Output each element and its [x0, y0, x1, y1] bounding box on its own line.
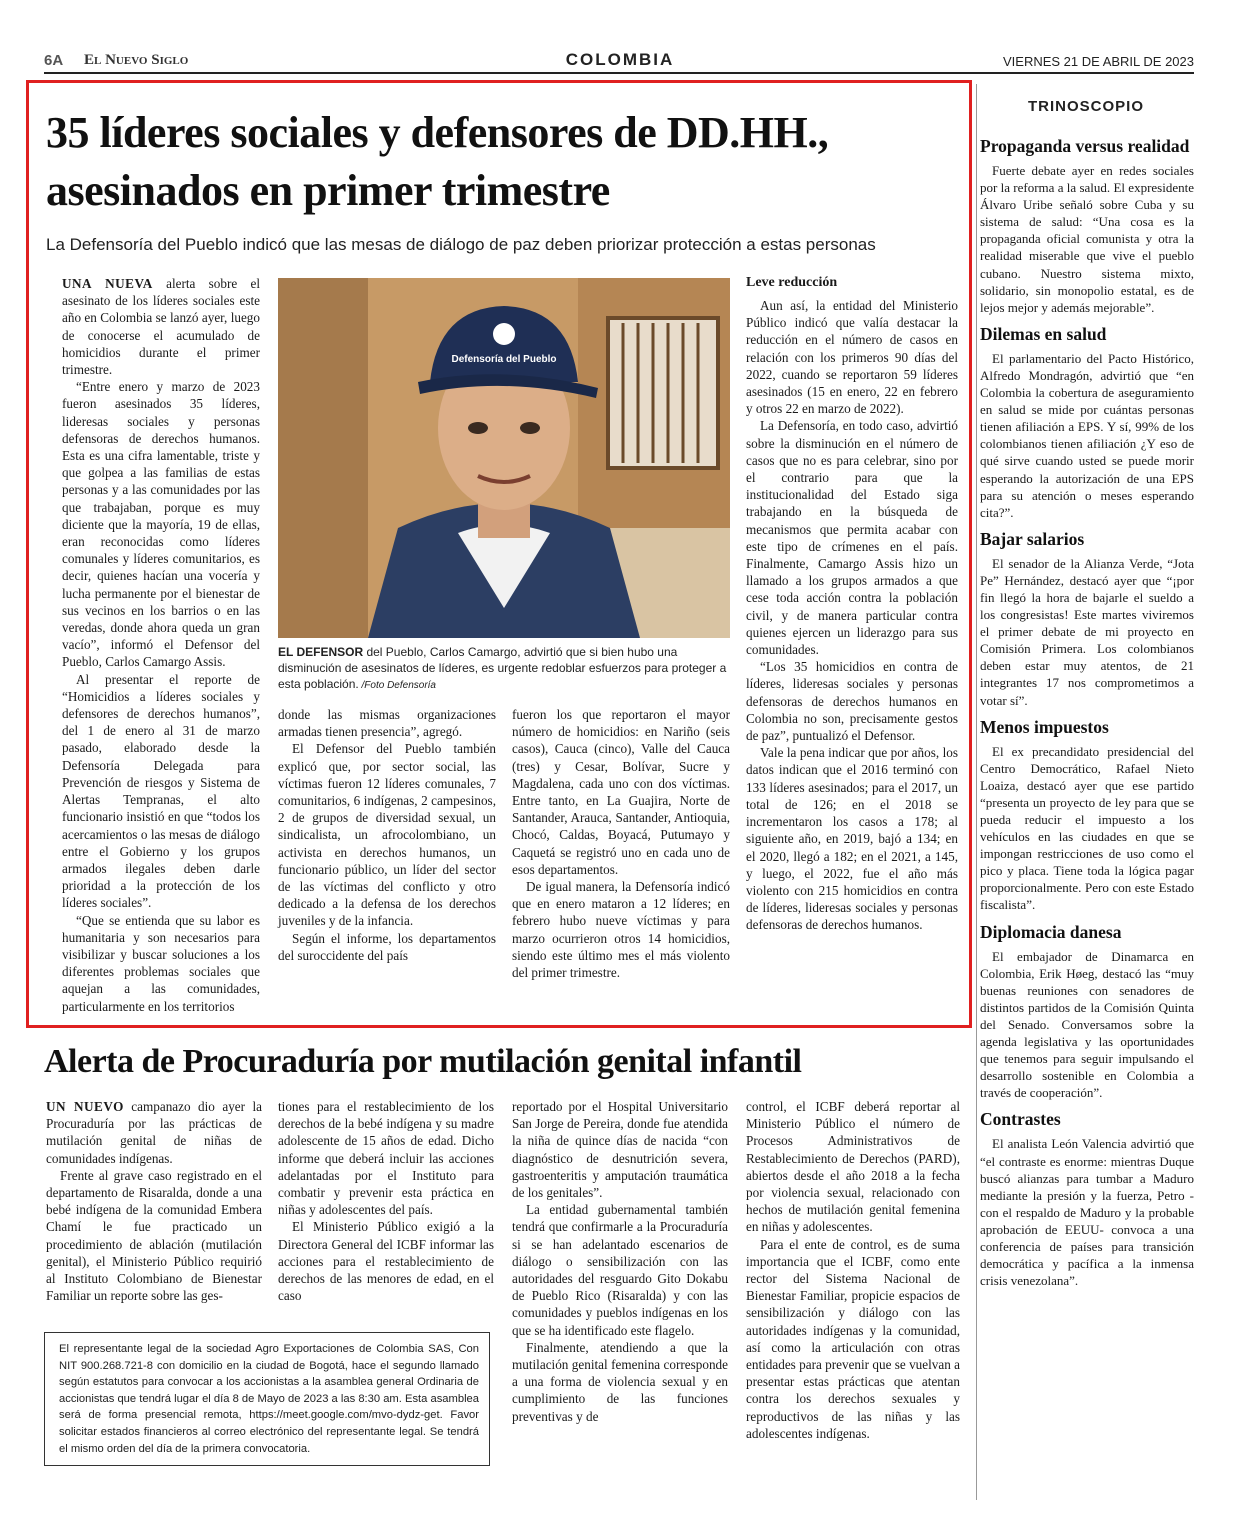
legal-notice: El representante legal de la sociedad Agro Exportaciones de Colombia SAS, Con NIT 900.268.721-8 con domicilio en la ciudad de Bogotá, hace el segundo llamado según estatutos para convocar a los accionistas a la asamblea general Ordinaria de accionistas que tendrá lugar el día 8 de Mayo de 2023 a las 8:30 am. Esta asamblea será de forma presencial remota, https://meet.google.com/mvo-dydz-get. Favor solicitar estados financieros al correo electrónico del representante legal. Se tendrá el mismo orden del día de la primera convocatoria. [44, 1332, 490, 1466]
second-paragraph: La entidad gubernamental también tendrá que confirmarle a la Procuraduría si se han adelantado escenarios de diálogo o sensibilización con las autoridades del resguardo Gito Dokabu de Pueblo Rico (Risaralda) y con las comunidades y pueblos indígenas en los que se ha identificado este flagelo. [512, 1202, 728, 1338]
main-headline: 35 líderes sociales y defensores de DD.HH., asesinados en primer trimestre [46, 108, 829, 215]
second-paragraph: Para el ente de control, es de suma importancia que el ICBF, como ente rector del Sistema Nacional de Bienestar Familiar, propicie espacios de sensibilización y diálogo con las autoridades indígenas y la comunidad, así como la articulación con otras entidades para prevenir que se vuelvan a presentar estas prácticas que atentan contra los derechos sexuales y reproductivos de las niñas y las adolescentes indígenas. [746, 1236, 960, 1441]
defensor-photo [278, 278, 730, 638]
sidebar-item-body: El senador de la Alianza Verde, “Jota Pe” Hernández, destacó ayer que “¡por fin llegó la hora de bajarle el sueldo a los congresistas! Este martes viviremos el primer debate de mi proyecto en Comisión Primera. Los colombianos deben estar muy atentos, de 21 integrantes 17 nos comprometimos a votar sí”. [980, 555, 1194, 708]
lead-words: UNA NUEVA [62, 276, 153, 291]
main-column-4 [746, 275, 958, 934]
caption-text: del Pueblo, Carlos Camargo, advirtió que si bien hubo una disminución de asesinatos de líderes, es urgente redoblar esfuerzos para proteger a esta población. [278, 645, 727, 691]
main-paragraph: “Entre enero y marzo de 2023 fueron asesinados 35 líderes, lideresas sociales y personas defensoras de derechos humanos. Esta es una cifra lamentable, triste y que golpea a las familias de estas personas y a las comunidades por las que trabajaban, porque es muy diciente que la mayoría, 19 de ellas, eran reconocidas como líderes comunales y líderes comunitarios, es decir, quienes hacían una vocería y lucha permanente por el bienestar de sus vecinos en los barrios o en las veredas, donde ahora queda un gran vacío”, informó el Defensor del Pueblo, Carlos Camargo Assis. [62, 379, 260, 670]
main-paragraph: Aun así, la entidad del Ministerio Público indicó que valía destacar la reducción en el número de casos en relación con los primeros 90 días del 2022, cuando se reportaron 59 líderes asesinados (15 en enero, 22 en febrero y otros 22 en marzo de 2022). [746, 298, 958, 417]
sidebar-divider [976, 84, 977, 1500]
second-column-1 [46, 1098, 262, 1304]
second-paragraph: Finalmente, atendiendo a que la mutilación genital femenina corresponde a una forma de violencia sexual y en cumplimiento de las funciones preventivas y de [512, 1339, 728, 1424]
main-paragraph: Al presentar el reporte de “Homicidios a líderes sociales y defensores de derechos humanos”, del 1 de enero al 31 de marzo pasado, elaborado desde la Defensoría Delegada para Prevención de riesgos y Sistema de Alertas Tempranas, el alto funcionario insistió en que “todos los acercamientos o las mesas de diálogo entre el Gobierno y los grupos armados ilegales deben darle prioridad a la protección de los líderes sociales”. [62, 671, 260, 911]
sidebar-item-body: Fuerte debate ayer en redes sociales por la reforma a la salud. El expresidente Álvaro Uribe señaló sobre Cuba y su sistema de salud: “Una cosa es la propaganda oficial comunista y otra la realidad miserable que vive el pueblo cubano. Nuestro sistema mixto, solidario, sin monopolio estatal, es de lejos mejor y además mejorable”. [980, 163, 1194, 315]
sidebar-item-body: El parlamentario del Pacto Histórico, Alfredo Mondragón, advirtió que “en Colombia la cobertura de aseguramiento en salud se mide por cuántas personas tienen afiliación a EPS. Y sí, 99% de los colombianos tienen afiliación ¿Y eso de qué sirve cuando usted se puede morir esperando la autorización de una EPS para su atención o meses esperando cita?”. [980, 350, 1194, 520]
sidebar-item-body: El ex precandidato presidencial del Centro Democrático, Rafael Nieto Loaiza, destacó ayer que ese partido “presenta un proyecto de ley para que se pueda reducir el impuesto a los vehículos en las ciudades en que se impongan restricciones de uso como el pico y placa. Tiene toda la lógica pagar proporcionalmente. Pero con este Estado fiscalista”. [980, 743, 1194, 913]
main-paragraph: El Defensor del Pueblo también explicó que, por sector social, las víctimas fueron 12 líderes comunales, 7 comunitarios, 6 indígenas, 2 campesinos, 2 de grupos de diversidad sexual, un sindicalista, un afrocolombiano, un activista en derechos humanos, un funcionario público, un líder del sector de las víctimas del conflicto y otro dedicado a la defensa de los derechos juveniles y de la infancia. [278, 741, 496, 929]
page-number: 6A [44, 52, 64, 69]
main-column-3 [512, 706, 730, 981]
trinoscopio-sidebar [980, 134, 1194, 1295]
second-paragraph: El Ministerio Público exigió a la Directora General del ICBF informar las acciones para el restablecimiento de derechos de las menores de edad, en el caso [278, 1219, 494, 1304]
subheading-leve-reduccion: Leve reducción [746, 275, 838, 290]
sidebar-item-heading: Contrastes [980, 1109, 1061, 1130]
sidebar-item-heading: Bajar salarios [980, 528, 1085, 549]
newspaper-name: El Nuevo Siglo [84, 52, 189, 68]
main-paragraph: Vale la pena indicar que por años, los datos indican que el 2016 terminó con 133 líderes asesinados; para el 2017, un total de 126; en el 2018 se incrementaron los casos a 178; al siguiente año, en 2019, bajó a 134; en el 2020, llegó a 182; en el 2021, a 145, y luego, el 2022, fue el año más violento con 215 homicidios en contra de líderes, lideresas sociales y personas defensoras de derechos humanos. [746, 745, 958, 933]
photo-caption [278, 644, 730, 694]
sidebar-title: TRINOSCOPIO [1027, 98, 1144, 115]
header-rule [44, 72, 1194, 74]
main-column-1 [62, 275, 260, 1015]
second-headline: Alerta de Procuraduría por mutilación genital infantil [44, 1043, 802, 1080]
caption-lead: EL DEFENSOR [278, 645, 364, 659]
issue-date: VIERNES 21 DE ABRIL DE 2023 [1002, 54, 1194, 69]
main-paragraph: fueron los que reportaron el mayor número de homicidios: en Nariño (seis casos), Cauca (cinco), Valle del Cauca (tres) y Cesar, Bolívar, Sucre y Magdalena, cada uno con dos víctimas. Entre tanto, en La Guajira, Norte de Santander, Arauca, Santander, Antioquia, Chocó, Caldas, Boyacá, Putumayo y Caquetá se registró uno en cada uno de esos departamentos. [512, 707, 730, 877]
second-paragraph: UN NUEVO campanazo dio ayer la Procuraduría por las prácticas de mutilación genital de niñas de comunidades indígenas. [46, 1099, 262, 1166]
sidebar-item-body: El embajador de Dinamarca en Colombia, Erik Høeg, destacó las “muy buenas reuniones con senadores de distintos partidos de la Comisión Quinta del Senado. Conversamos sobre la agenda legislativa y las oportunidades que tenemos para seguir impulsando el desarrollo sostenible en Colombia a través de cooperación”. [980, 948, 1194, 1101]
sidebar-item-heading: Propaganda versus realidad [980, 136, 1190, 156]
main-paragraph: La Defensoría, en todo caso, advirtió sobre la disminución en el número de casos que no es para celebrar, sino por el contrario para que la institucionalidad del Estado siga trabajando en la búsqueda de mecanismos que permita acabar con este tipo de crímenes en el país. Finalmente, Camargo Assis hizo un llamado a los grupos armados a que cese toda acción contra la población civil, y de manera particular contra quienes ejercen un liderazgo para sus comunidades. [746, 418, 958, 658]
main-paragraph: “Que se entienda que su labor es humanitaria y son necesarios para visibilizar y buscar soluciones a los diferentes problemas sociales que aquejan a las comunidades, particularmente en los territorios [62, 912, 260, 1014]
cap-logo-text: Defensoría del Pueblo [451, 354, 557, 365]
sidebar-item-heading: Dilemas en salud [980, 323, 1107, 344]
sidebar-item-heading: Diplomacia danesa [980, 921, 1122, 942]
main-column-4-body [746, 297, 958, 934]
second-paragraph: reportado por el Hospital Universitario San Jorge de Pereira, donde fue atendida la niña de quince días de nacida “con diagnóstico de desnutrición severa, gastroenteritis y amputación traumática de los genitales”. [512, 1099, 728, 1201]
main-paragraph: De igual manera, la Defensoría indicó que en enero mataron a 12 líderes; en febrero hubo nueve víctimas y para marzo ocurrieron otros 14 homicidios, siendo este último mes el más violento del primer trimestre. [512, 879, 730, 981]
main-subhead: La Defensoría del Pueblo indicó que las mesas de diálogo de paz deben priorizar protección a estas personas [46, 235, 876, 254]
lead-words: UN NUEVO [46, 1099, 124, 1114]
second-column-3 [512, 1098, 728, 1425]
second-paragraph: Frente al grave caso registrado en el departamento de Risaralda, donde a una bebé indígena de la comunidad Embera Chamí le fue practicado un procedimiento de ablación (mutilación genital), el Ministerio Público requirió al Instituto Colombiano de Bienestar Familiar un reporte sobre las ges- [46, 1167, 262, 1304]
second-paragraph: tiones para el restablecimiento de los derechos de la bebé indígena y su madre adolescente de 15 años de edad. Dicho informe que deberá incluir las acciones adelantadas por el Instituto para combatir y prevenir esta práctica en niñas y adolescentes del país. [278, 1099, 494, 1218]
main-paragraph: “Los 35 homicidios en contra de líderes, lideresas sociales y personas defensoras de derechos humanos en Colombia no son, precisamente gestos de paz”, puntualizó el Defensor. [746, 659, 958, 744]
main-paragraph: Según el informe, los departamentos del suroccidente del país [278, 930, 496, 963]
main-column-2 [278, 706, 496, 964]
second-column-4 [746, 1098, 960, 1442]
second-paragraph: control, el ICBF deberá reportar al Ministerio Público el número de Procesos Administrativos de Restablecimiento de Derechos (PARD), abiertos desde el año 2018 a la fecha por violencia sexual, relacionado con hechos de mutilación genital femenina en niñas y adolescentes. [746, 1099, 960, 1235]
second-column-2 [278, 1098, 494, 1304]
sidebar-item-heading: Menos impuestos [980, 716, 1109, 737]
photo-credit: /Foto Defensoría [358, 680, 436, 691]
photo-illustration [278, 278, 730, 638]
main-paragraph: donde las mismas organizaciones armadas tienen presencia”, agregó. [278, 707, 496, 740]
section-title: COLOMBIA [565, 50, 675, 69]
main-paragraph: UNA NUEVA alerta sobre el asesinato de los líderes sociales este año en Colombia se lanzó ayer, luego de conocerse el acumulado de homicidios durante el primer trimestre. [62, 276, 260, 378]
sidebar-item-body: El analista León Valencia advirtió que “el contraste es enorme: mientras Duque buscó alianzas para tumbar a Maduro mediante la presión y la fuerza, Petro -con el respaldo de Maduro y la probable aprobación de EEUU- convoca a una conferencia de países para transición democrática y pacífica a la inmensa crisis venezolana”. [980, 1136, 1194, 1289]
